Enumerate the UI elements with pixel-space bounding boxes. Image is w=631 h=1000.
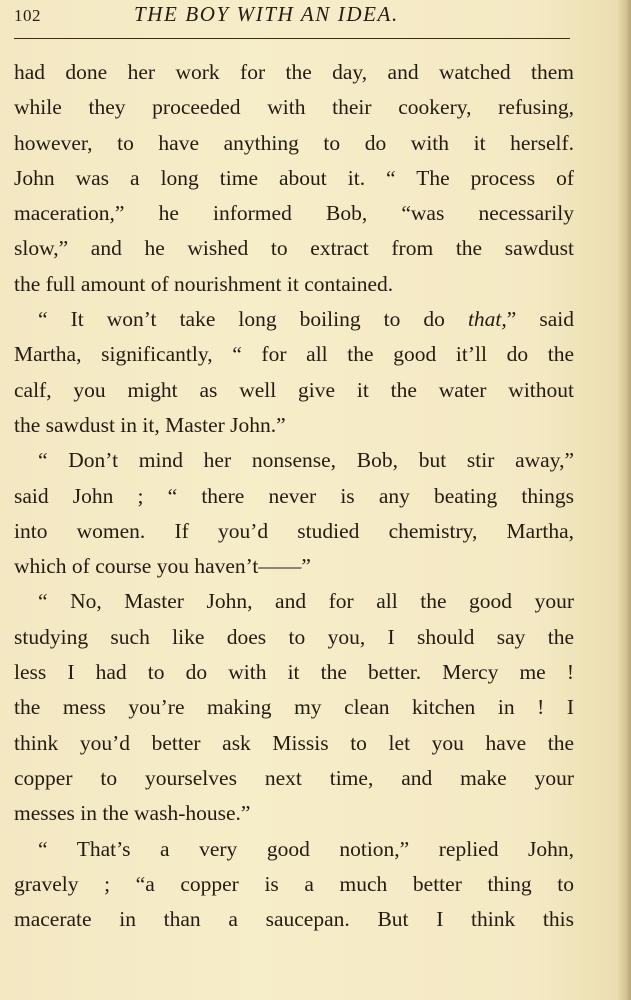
page-number: 102 xyxy=(14,6,41,25)
text-line: macerate in than a saucepan. But I think this xyxy=(14,907,574,932)
text-line: calf, you might as well give it the water without xyxy=(14,377,574,402)
text-line: Martha, significantly, “ for all the good it’ll do the xyxy=(14,342,574,367)
running-head: THE BOY WITH AN IDEA. xyxy=(134,2,399,26)
text-line: which of course you haven’t——” xyxy=(14,554,311,579)
text-line: slow,” and he wished to extract from the sawdust xyxy=(14,236,574,261)
text-line: maceration,” he informed Bob, “was necessarily xyxy=(14,201,574,226)
text-line: gravely ; “a copper is a much better thing to xyxy=(14,871,574,896)
text-line: while they proceeded with their cookery, refusing, xyxy=(14,95,574,120)
text-line: the sawdust in it, Master John.” xyxy=(14,412,286,437)
text-line xyxy=(14,302,574,337)
text-line: think you’d better ask Missis to let you have the xyxy=(14,730,574,755)
header-rule xyxy=(14,38,570,39)
text-line: had done her work for the day, and watched them xyxy=(14,60,574,84)
body-text xyxy=(14,55,574,937)
text-line: however, to have anything to do with it herself. xyxy=(14,130,574,155)
page-header xyxy=(14,2,574,30)
text-line: copper to yourselves next time, and make your xyxy=(14,765,574,790)
text-line: said John ; “ there never is any beating things xyxy=(14,483,574,508)
text-line: “ No, Master John, and for all the good your xyxy=(38,589,574,614)
text-line: “ Don’t mind her nonsense, Bob, but stir away,” xyxy=(38,448,574,473)
text-line: studying such like does to you, I should say the xyxy=(14,624,574,649)
text-line: the mess you’re making my clean kitchen in ! I xyxy=(14,695,574,720)
text-line-end: ” said xyxy=(506,307,574,332)
text-line: “ That’s a very good notion,” replied John, xyxy=(38,836,574,861)
text-line: the full amount of nourishment it contained. xyxy=(14,271,394,296)
text-line: messes in the wash-house.” xyxy=(14,801,251,826)
text-line: John was a long time about it. “ The process of xyxy=(14,165,574,190)
page-edge-shadow xyxy=(617,0,631,1000)
text-line-start: “ It won’t take long boiling to do xyxy=(38,307,445,332)
text-line: into women. If you’d studied chemistry, Martha, xyxy=(14,518,574,543)
text-line: less I had to do with it the better. Mercy me ! xyxy=(14,660,574,685)
italic-word: that, xyxy=(467,307,507,332)
